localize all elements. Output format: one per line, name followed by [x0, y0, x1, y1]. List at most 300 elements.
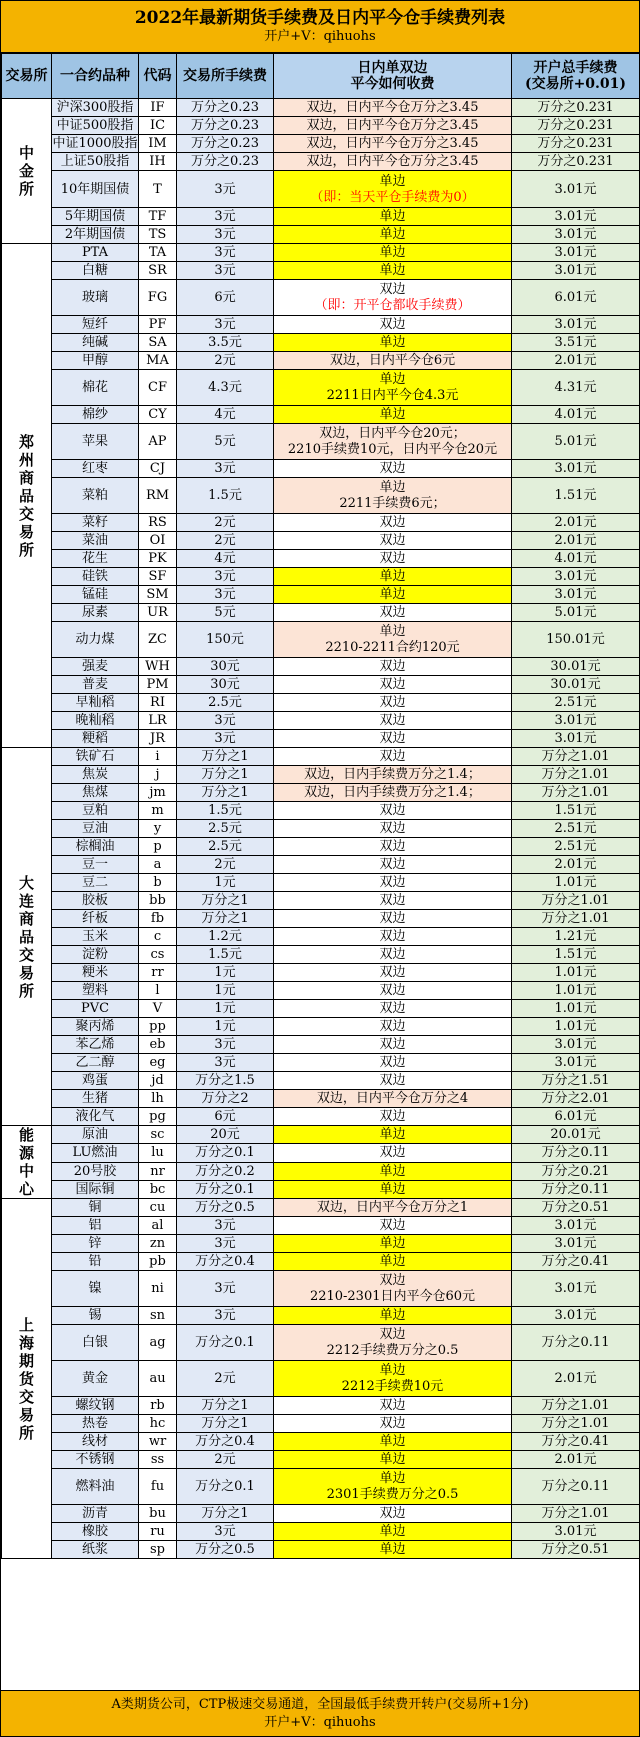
intraday-rule — [274, 874, 512, 892]
exchange-fee: 2元 — [177, 1451, 274, 1469]
intraday-rule-line: 双边，日内平今仓20元； — [319, 426, 466, 441]
contract-name: 锰硅 — [52, 586, 139, 604]
table-row — [2, 1000, 640, 1018]
exchange-fee: 3元 — [177, 568, 274, 586]
intraday-rule-line: 单边 — [379, 407, 406, 422]
exchange-fee: 3元 — [177, 460, 274, 478]
intraday-rule-line: 单边 — [379, 569, 406, 584]
intraday-rule-note: 2210手续费10元，日内平今仓20元 — [287, 442, 498, 457]
intraday-rule — [274, 712, 512, 730]
total-fee: 3.01元 — [512, 262, 640, 280]
intraday-rule — [274, 1108, 512, 1126]
col-code: 代码 — [139, 54, 177, 99]
contract-name: 燃料油 — [52, 1469, 139, 1505]
contract-name: 液化气 — [52, 1108, 139, 1126]
total-fee: 万分之0.51 — [512, 1541, 640, 1559]
table-row — [2, 406, 640, 424]
exchange-fee: 2元 — [177, 532, 274, 550]
intraday-rule-line: 单边 — [379, 1127, 406, 1143]
total-fee: 3.01元 — [512, 1271, 640, 1307]
exchange-fee: 万分之1 — [177, 892, 274, 910]
table-row — [2, 1054, 640, 1072]
contract-code: PK — [139, 550, 177, 568]
intraday-rule — [274, 1217, 512, 1235]
contract-name: 苯乙烯 — [52, 1036, 139, 1054]
contract-code: ni — [139, 1271, 177, 1307]
table-row — [2, 802, 640, 820]
total-fee: 3.01元 — [512, 586, 640, 604]
table-row — [2, 1253, 640, 1271]
contract-code: a — [139, 856, 177, 874]
intraday-rule-line: 单边 — [379, 245, 406, 260]
table-row — [2, 1018, 640, 1036]
total-fee: 万分之1.01 — [512, 766, 640, 784]
contract-name: 豆粕 — [52, 802, 139, 820]
intraday-rule — [274, 1054, 512, 1072]
exchange-fee: 3元 — [177, 316, 274, 334]
intraday-rule-line: 双边 — [379, 731, 406, 746]
table-row — [2, 280, 640, 316]
contract-code: pg — [139, 1108, 177, 1126]
contract-code: b — [139, 874, 177, 892]
exchange-fee: 3元 — [177, 226, 274, 244]
contract-name: 菜粕 — [52, 478, 139, 514]
intraday-rule-line: 双边 — [379, 1145, 406, 1161]
exchange-fee: 1元 — [177, 982, 274, 1000]
contract-code: pb — [139, 1253, 177, 1271]
contract-code: FG — [139, 280, 177, 316]
exchange-fee: 1元 — [177, 1018, 274, 1036]
table-row — [2, 784, 640, 802]
intraday-rule — [274, 514, 512, 532]
total-fee: 1.21元 — [512, 928, 640, 946]
total-fee: 4.01元 — [512, 406, 640, 424]
table-row — [2, 1126, 640, 1144]
contract-name: 粳稻 — [52, 730, 139, 748]
intraday-rule — [274, 135, 512, 153]
exchange-fee: 2.5元 — [177, 838, 274, 856]
intraday-rule-line: 双边 — [379, 551, 406, 566]
intraday-rule-note: 2212手续费万分之0.5 — [326, 1343, 459, 1358]
intraday-rule — [274, 460, 512, 478]
exchange-name: 上 海 期 货 交 易 所 — [2, 1199, 52, 1559]
total-fee: 2.01元 — [512, 1361, 640, 1397]
intraday-rule — [274, 820, 512, 838]
table-row — [2, 514, 640, 532]
total-fee: 30.01元 — [512, 658, 640, 676]
exchange-fee: 3元 — [177, 1271, 274, 1307]
intraday-rule-line: 双边 — [379, 749, 406, 764]
contract-code: nr — [139, 1162, 177, 1180]
intraday-rule-line: 双边 — [379, 461, 406, 476]
total-fee: 万分之0.11 — [512, 1180, 640, 1198]
intraday-rule-line: 双边 — [379, 1416, 406, 1431]
contract-code: m — [139, 802, 177, 820]
contract-code: cu — [139, 1199, 177, 1217]
total-fee: 5.01元 — [512, 604, 640, 622]
contract-code: RS — [139, 514, 177, 532]
intraday-rule-line: 双边 — [379, 515, 406, 530]
intraday-rule-line: 双边，日内平今仓万分之1 — [316, 1200, 469, 1215]
intraday-rule — [274, 748, 512, 766]
exchange-fee: 万分之1 — [177, 1397, 274, 1415]
intraday-rule-line: 双边 — [379, 1019, 406, 1034]
contract-code: IM — [139, 135, 177, 153]
table-row — [2, 1433, 640, 1451]
contract-code: T — [139, 171, 177, 208]
intraday-rule-line: 双边 — [379, 605, 406, 620]
contract-code: WH — [139, 658, 177, 676]
total-fee: 1.01元 — [512, 964, 640, 982]
total-fee: 3.01元 — [512, 712, 640, 730]
exchange-fee: 万分之1 — [177, 748, 274, 766]
total-fee: 2.51元 — [512, 838, 640, 856]
contract-code: ru — [139, 1523, 177, 1541]
total-fee: 万分之0.41 — [512, 1433, 640, 1451]
intraday-rule-line: 双边，日内平今仓6元 — [329, 353, 456, 368]
total-fee: 1.01元 — [512, 1018, 640, 1036]
contract-name: 铝 — [52, 1217, 139, 1235]
intraday-rule-line: 双边 — [379, 947, 406, 962]
contract-name: 晚籼稻 — [52, 712, 139, 730]
contract-code: TF — [139, 208, 177, 226]
contract-code: CJ — [139, 460, 177, 478]
table-row — [2, 730, 640, 748]
table-row — [2, 135, 640, 153]
contract-code: sn — [139, 1307, 177, 1325]
intraday-rule — [274, 910, 512, 928]
table-row — [2, 1199, 640, 1217]
contract-name: 沪深300股指 — [52, 99, 139, 117]
intraday-rule-note: 2211手续费6元； — [339, 496, 446, 511]
total-fee: 万分之2.01 — [512, 1090, 640, 1108]
contract-name: 棉纱 — [52, 406, 139, 424]
contract-code: fb — [139, 910, 177, 928]
intraday-rule-line: 双边 — [379, 713, 406, 728]
intraday-rule-line: 双边 — [379, 1398, 406, 1413]
intraday-rule — [274, 550, 512, 568]
table-row — [2, 478, 640, 514]
contract-code: wr — [139, 1433, 177, 1451]
intraday-rule — [274, 424, 512, 460]
intraday-rule-line: 双边 — [379, 965, 406, 980]
contract-code: l — [139, 982, 177, 1000]
contract-code: AP — [139, 424, 177, 460]
contract-name: 镍 — [52, 1271, 139, 1307]
table-row — [2, 208, 640, 226]
intraday-rule-line: 单边 — [379, 263, 406, 278]
intraday-rule-note: （即：开平仓都收手续费） — [314, 298, 471, 313]
contract-name: 国际铜 — [52, 1180, 139, 1198]
exchange-fee: 1元 — [177, 1000, 274, 1018]
exchange-fee: 3元 — [177, 1523, 274, 1541]
table-row — [2, 874, 640, 892]
contract-name: 玻璃 — [52, 280, 139, 316]
intraday-rule — [274, 117, 512, 135]
total-fee: 万分之0.11 — [512, 1325, 640, 1361]
exchange-fee: 3元 — [177, 244, 274, 262]
total-fee: 3.01元 — [512, 1054, 640, 1072]
intraday-rule-line: 双边，日内手续费万分之1.4； — [304, 785, 481, 800]
intraday-rule — [274, 1397, 512, 1415]
intraday-rule-line: 单边 — [379, 1254, 406, 1269]
exchange-fee: 万分之0.1 — [177, 1469, 274, 1505]
intraday-rule-line: 双边 — [379, 695, 406, 710]
contract-code: bb — [139, 892, 177, 910]
exchange-fee: 3元 — [177, 171, 274, 208]
exchange-fee: 5元 — [177, 424, 274, 460]
contract-code: sp — [139, 1541, 177, 1559]
intraday-rule-line: 双边，日内平今仓万分之4 — [316, 1091, 469, 1106]
exchange-fee: 1.5元 — [177, 478, 274, 514]
intraday-rule — [274, 1451, 512, 1469]
contract-code: IC — [139, 117, 177, 135]
contract-code: PF — [139, 316, 177, 334]
intraday-rule-line: 双边，日内平今仓万分之3.45 — [306, 118, 479, 133]
total-fee: 万分之1.01 — [512, 1505, 640, 1523]
contract-code: ag — [139, 1325, 177, 1361]
intraday-rule — [274, 802, 512, 820]
total-fee: 万分之1.01 — [512, 1415, 640, 1433]
exchange-fee: 4.3元 — [177, 370, 274, 406]
intraday-rule-line: 双边 — [379, 875, 406, 890]
intraday-rule-line: 双边，日内平今仓万分之3.45 — [306, 100, 479, 115]
exchange-fee: 万分之0.23 — [177, 153, 274, 171]
total-fee: 万分之0.231 — [512, 135, 640, 153]
contract-code: LR — [139, 712, 177, 730]
contract-code: IH — [139, 153, 177, 171]
intraday-rule-note: （即：当天平仓手续费为0） — [310, 189, 475, 205]
contract-name: 苹果 — [52, 424, 139, 460]
contract-code: RM — [139, 478, 177, 514]
intraday-rule-note: 2210-2211合约120元 — [325, 640, 460, 655]
intraday-rule-line: 双边 — [379, 1001, 406, 1016]
contract-code: lh — [139, 1090, 177, 1108]
contract-code: eb — [139, 1036, 177, 1054]
contract-name: 铅 — [52, 1253, 139, 1271]
table-row — [2, 1397, 640, 1415]
exchange-fee: 1.5元 — [177, 802, 274, 820]
fee-table — [1, 53, 640, 1559]
total-fee: 3.01元 — [512, 1036, 640, 1054]
contract-code: al — [139, 1217, 177, 1235]
col-exchange-fee: 交易所手续费 — [177, 54, 274, 99]
intraday-rule-line: 双边，日内平今仓万分之3.45 — [306, 136, 479, 151]
total-fee: 2.01元 — [512, 352, 640, 370]
exchange-fee: 万分之2 — [177, 1090, 274, 1108]
contract-name: 粳米 — [52, 964, 139, 982]
exchange-fee: 万分之0.5 — [177, 1541, 274, 1559]
contract-name: 5年期国债 — [52, 208, 139, 226]
exchange-fee: 万分之0.23 — [177, 99, 274, 117]
intraday-rule — [274, 1018, 512, 1036]
intraday-rule — [274, 892, 512, 910]
exchange-fee: 2.5元 — [177, 820, 274, 838]
table-row — [2, 550, 640, 568]
total-fee: 万分之0.11 — [512, 1469, 640, 1505]
table-row — [2, 622, 640, 658]
contract-name: 塑料 — [52, 982, 139, 1000]
table-row — [2, 964, 640, 982]
total-fee: 万分之0.231 — [512, 99, 640, 117]
exchange-fee: 万分之0.23 — [177, 117, 274, 135]
table-row — [2, 424, 640, 460]
contract-name: 焦煤 — [52, 784, 139, 802]
intraday-rule-line: 单边 — [379, 1181, 406, 1197]
col-total-fee: 开户总手续费 (交易所+0.01) — [512, 54, 640, 99]
intraday-rule — [274, 1523, 512, 1541]
intraday-rule-line: 双边，日内手续费万分之1.4； — [304, 767, 481, 782]
intraday-rule-line: 单边 — [379, 480, 406, 495]
intraday-rule-line: 双边 — [379, 911, 406, 926]
contract-name: 10年期国债 — [52, 171, 139, 208]
total-fee: 万分之0.41 — [512, 1253, 640, 1271]
contract-name: 纤板 — [52, 910, 139, 928]
contract-name: 淀粉 — [52, 946, 139, 964]
contract-name: 强麦 — [52, 658, 139, 676]
intraday-rule-line: 双边 — [379, 317, 406, 332]
total-fee: 2.51元 — [512, 820, 640, 838]
contract-code: OI — [139, 532, 177, 550]
intraday-rule — [274, 1361, 512, 1397]
intraday-rule — [274, 171, 512, 208]
total-fee: 3.01元 — [512, 316, 640, 334]
intraday-rule-line: 单边 — [379, 1471, 406, 1486]
contract-code: bc — [139, 1180, 177, 1198]
contract-code: SR — [139, 262, 177, 280]
exchange-fee: 1.5元 — [177, 946, 274, 964]
contract-name: 白银 — [52, 1325, 139, 1361]
contract-code: ss — [139, 1451, 177, 1469]
exchange-fee: 3元 — [177, 712, 274, 730]
total-fee: 1.51元 — [512, 478, 640, 514]
intraday-rule — [274, 766, 512, 784]
intraday-rule — [274, 658, 512, 676]
total-fee: 3.51元 — [512, 334, 640, 352]
table-row — [2, 1541, 640, 1559]
table-row — [2, 712, 640, 730]
intraday-rule — [274, 478, 512, 514]
table-row — [2, 117, 640, 135]
intraday-rule-line: 双边 — [379, 282, 406, 297]
contract-name: 菜油 — [52, 532, 139, 550]
exchange-fee: 30元 — [177, 676, 274, 694]
intraday-rule — [274, 1505, 512, 1523]
intraday-rule — [274, 1433, 512, 1451]
intraday-rule-line: 单边 — [379, 1308, 406, 1323]
intraday-rule — [274, 280, 512, 316]
exchange-name: 中 金 所 — [2, 99, 52, 244]
exchange-fee: 万分之0.2 — [177, 1162, 274, 1180]
contract-name: 锌 — [52, 1235, 139, 1253]
contract-name: 乙二醇 — [52, 1054, 139, 1072]
intraday-rule-line: 双边，日内平今仓万分之3.45 — [306, 154, 479, 169]
exchange-fee: 4元 — [177, 550, 274, 568]
exchange-fee: 3元 — [177, 1235, 274, 1253]
contract-code: lu — [139, 1144, 177, 1162]
exchange-fee: 1元 — [177, 964, 274, 982]
contract-code: CY — [139, 406, 177, 424]
intraday-rule-line: 双边 — [379, 857, 406, 872]
intraday-rule — [274, 1415, 512, 1433]
intraday-rule — [274, 730, 512, 748]
contract-code: fu — [139, 1469, 177, 1505]
col-contract: 一合约品种 — [52, 54, 139, 99]
exchange-fee: 150元 — [177, 622, 274, 658]
intraday-rule-line: 单边 — [379, 227, 406, 242]
exchange-fee: 万分之0.1 — [177, 1144, 274, 1162]
intraday-rule-line: 双边 — [379, 839, 406, 854]
exchange-fee: 万分之1 — [177, 784, 274, 802]
table-row — [2, 1523, 640, 1541]
intraday-rule — [274, 1307, 512, 1325]
intraday-rule — [274, 1126, 512, 1144]
intraday-rule-line: 单边 — [379, 1542, 406, 1557]
contract-name: 鸡蛋 — [52, 1072, 139, 1090]
contract-name: 铁矿石 — [52, 748, 139, 766]
intraday-rule — [274, 586, 512, 604]
table-row — [2, 1072, 640, 1090]
total-fee: 2.51元 — [512, 694, 640, 712]
intraday-rule-line: 双边 — [379, 893, 406, 908]
contract-name: 早籼稻 — [52, 694, 139, 712]
table-row — [2, 1361, 640, 1397]
table-row — [2, 460, 640, 478]
contract-code: zn — [139, 1235, 177, 1253]
total-fee: 2.01元 — [512, 514, 640, 532]
contract-name: 沥青 — [52, 1505, 139, 1523]
contract-code: p — [139, 838, 177, 856]
contract-code: i — [139, 748, 177, 766]
exchange-fee: 3元 — [177, 1054, 274, 1072]
contract-code: PM — [139, 676, 177, 694]
intraday-rule-line: 单边 — [379, 1363, 406, 1378]
exchange-fee: 4元 — [177, 406, 274, 424]
contract-name: 红枣 — [52, 460, 139, 478]
exchange-fee: 2元 — [177, 352, 274, 370]
exchange-fee: 5元 — [177, 604, 274, 622]
total-fee: 1.01元 — [512, 1000, 640, 1018]
table-row — [2, 1217, 640, 1235]
footer-banner — [1, 1690, 639, 1736]
intraday-rule-note: 2210-2301日内平今仓60元 — [309, 1289, 476, 1304]
intraday-rule-line: 双边 — [379, 929, 406, 944]
page-title: 2022年最新期货手续费及日内平今仓手续费列表 — [134, 8, 506, 28]
total-fee: 30.01元 — [512, 676, 640, 694]
total-fee: 3.01元 — [512, 226, 640, 244]
contract-name: 棉花 — [52, 370, 139, 406]
intraday-rule-line: 单边 — [379, 173, 406, 189]
intraday-rule — [274, 946, 512, 964]
contract-code: rb — [139, 1397, 177, 1415]
exchange-fee: 3元 — [177, 208, 274, 226]
exchange-fee: 6元 — [177, 280, 274, 316]
exchange-fee: 2元 — [177, 514, 274, 532]
table-row — [2, 352, 640, 370]
table-row — [2, 1271, 640, 1307]
contract-code: UR — [139, 604, 177, 622]
exchange-fee: 万分之1.5 — [177, 1072, 274, 1090]
contact-subtitle: 开户+V：qihuohs — [264, 29, 376, 44]
contract-code: j — [139, 766, 177, 784]
contract-code: pp — [139, 1018, 177, 1036]
exchange-name: 大 连 商 品 交 易 所 — [2, 748, 52, 1126]
table-row — [2, 694, 640, 712]
contract-name: 动力煤 — [52, 622, 139, 658]
intraday-rule — [274, 1325, 512, 1361]
intraday-rule-note: 2301手续费万分之0.5 — [326, 1487, 459, 1502]
contract-code: SF — [139, 568, 177, 586]
